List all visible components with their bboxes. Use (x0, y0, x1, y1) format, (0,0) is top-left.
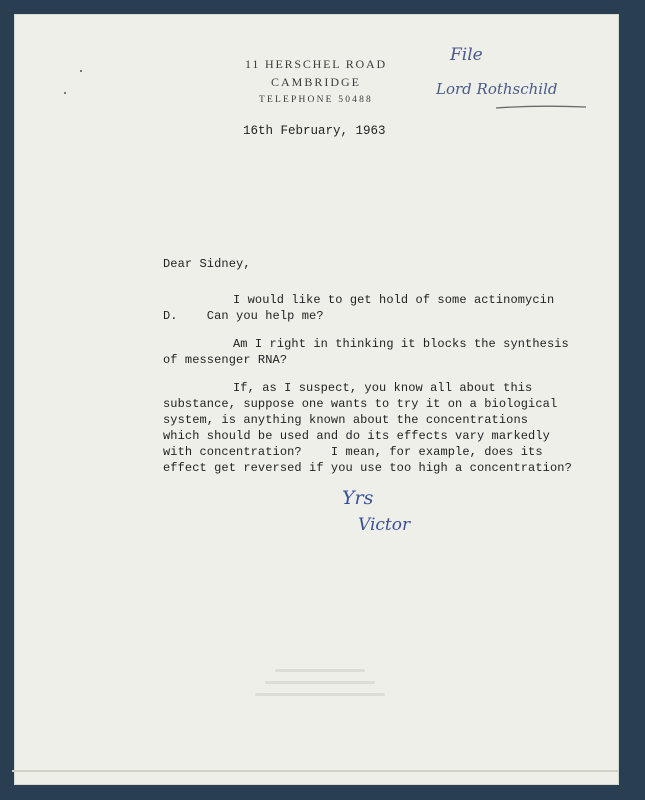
paragraph-2 (163, 336, 569, 368)
paragraph-line: of messenger RNA? (163, 353, 288, 367)
paragraph-1 (163, 292, 563, 324)
annotation-underline (496, 106, 586, 108)
letterhead (200, 55, 432, 109)
paragraph-line: effect get reversed if you use too high a concentration? (163, 461, 572, 475)
signature-closing: Yrs (342, 487, 374, 509)
annotation-file: File (450, 45, 483, 65)
paragraph-line: substance, suppose one wants to try it on a biological (163, 397, 558, 411)
paragraph-line: Am I right in thinking it blocks the synthesis (233, 337, 569, 351)
paragraph-line: with concentration? I mean, for example, does its (163, 445, 543, 459)
salutation: Dear Sidney, (163, 257, 251, 271)
paragraph-3 (163, 380, 572, 476)
letter-date: 16th February, 1963 (243, 124, 386, 138)
annotation-name: Lord Rothschild (436, 80, 558, 98)
paragraph-line: I would like to get hold of some actinomycin (233, 293, 555, 307)
letterhead-telephone: TELEPHONE 50488 (258, 95, 373, 105)
ink-speck (80, 70, 82, 72)
letterhead-address: 11 HERSCHEL ROAD (245, 57, 387, 71)
paragraph-line: which should be used and do its effects vary markedly (163, 429, 550, 443)
ink-speck (64, 92, 66, 94)
paper-bottom-edge (12, 770, 618, 772)
letterhead-city: CAMBRIDGE (270, 75, 361, 89)
paragraph-line: system, is anything known about the concentrations (163, 413, 529, 427)
handwritten-annotation (428, 32, 608, 112)
paragraph-line: D. Can you help me? (163, 309, 324, 323)
signature-name: Victor (358, 515, 411, 535)
handwritten-signature (332, 478, 432, 548)
faint-bleedthrough (250, 660, 390, 720)
letter-body (163, 256, 572, 488)
paragraph-line: If, as I suspect, you know all about this (233, 381, 533, 395)
